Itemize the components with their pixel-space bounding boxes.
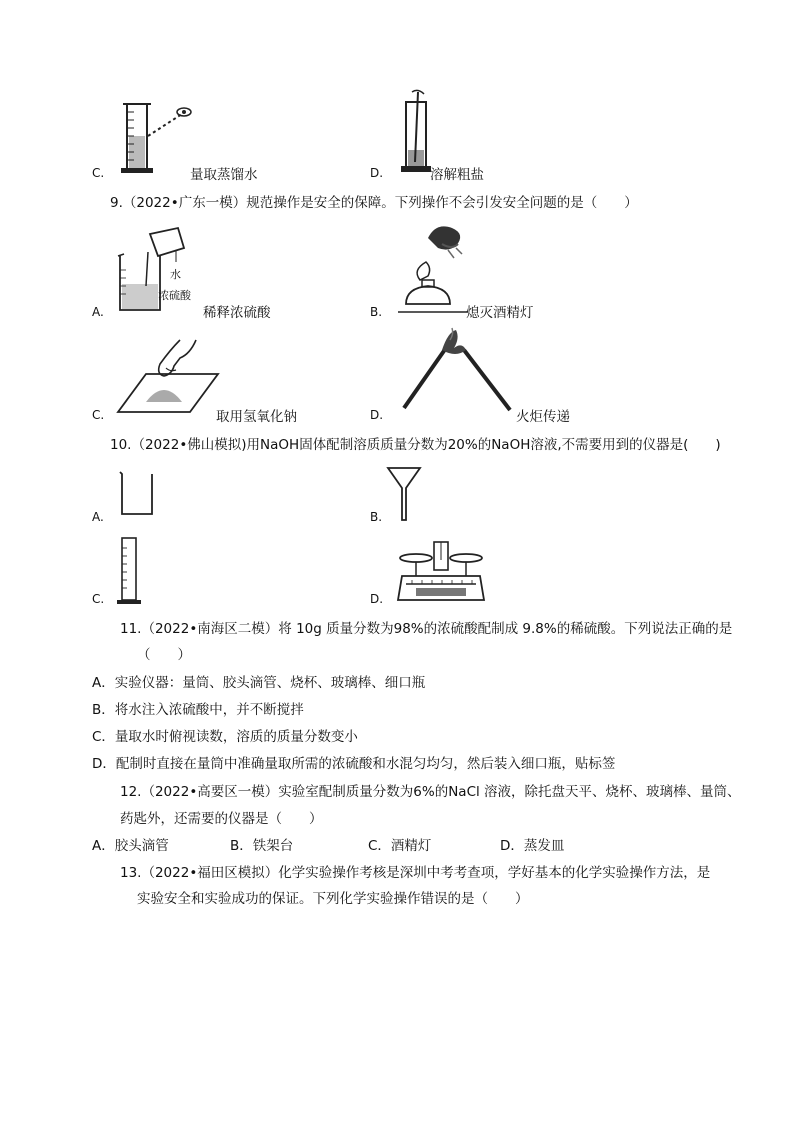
option-c-letter: C. bbox=[92, 592, 105, 606]
question-11-option-d: D．配制时直接在量筒中准确量取所需的浓硫酸和水混匀均匀，然后装入细口瓶，贴标签 bbox=[92, 756, 616, 772]
option-a-letter: A. bbox=[92, 305, 104, 319]
option-c-caption: 取用氢氧化钠 bbox=[216, 409, 297, 425]
option-a-caption: 稀释浓硫酸 bbox=[203, 305, 271, 321]
question-13-stem-line2: 实验安全和实验成功的保证。下列化学实验操作错误的是（ ） bbox=[137, 891, 529, 907]
option-b-letter: B. bbox=[370, 305, 383, 319]
question-11-stem-line2: （ ） bbox=[137, 647, 191, 663]
funnel-icon bbox=[384, 464, 424, 524]
balance-scale-icon bbox=[396, 538, 486, 608]
option-c-caption: 量取蒸馏水 bbox=[190, 167, 258, 183]
question-12-option-d: D．蒸发皿 bbox=[500, 838, 565, 854]
torch-passing-icon bbox=[398, 326, 518, 416]
option-d-caption: 溶解粗盐 bbox=[430, 167, 484, 183]
question-12-stem-line1: 12.（2022•高要区一模）实验室配制质量分数为6%的NaCl 溶液，除托盘天平、烧杯、玻璃棒、量筒、 bbox=[120, 784, 741, 800]
question-11-option-a: A．实验仪器：量筒、胶头滴管、烧杯、玻璃棒、细口瓶 bbox=[92, 675, 426, 691]
option-a-letter: A. bbox=[92, 510, 104, 524]
question-13-stem-line1: 13.（2022•福田区模拟）化学实验操作考核是深圳中考考查项，学好基本的化学实验操作方法，是 bbox=[120, 865, 711, 881]
question-11-option-b: B．将水注入浓硫酸中，并不断搅拌 bbox=[92, 702, 304, 718]
measuring-cylinder-icon bbox=[116, 534, 146, 606]
option-b-caption: 熄灭酒精灯 bbox=[466, 305, 534, 321]
question-10-stem: 10.（2022•佛山模拟)用NaOH固体配制溶质质量分数为20%的NaOH溶液,不需要用到的仪器是( ) bbox=[110, 437, 721, 453]
option-d-caption: 火炬传递 bbox=[516, 409, 570, 425]
option-c-letter: C. bbox=[92, 166, 105, 180]
label-water: 水 bbox=[170, 268, 181, 281]
question-11-option-c: C．量取水时俯视读数，溶质的质量分数变小 bbox=[92, 729, 358, 745]
beaker-icon bbox=[116, 470, 156, 520]
question-11-stem-line1: 11.（2022•南海区二模）将 10g 质量分数为98%的浓硫酸配制成 9.8%的稀硫酸。下列说法正确的是 bbox=[120, 621, 733, 637]
measuring-cylinder-reading-icon bbox=[118, 96, 198, 176]
question-9-stem: 9.（2022•广东一模）规范操作是安全的保障。下列操作不会引发安全问题的是（ ） bbox=[110, 195, 638, 211]
option-d-letter: D. bbox=[370, 592, 384, 606]
option-c-letter: C. bbox=[92, 408, 105, 422]
label-concentrated-acid: 浓硫酸 bbox=[158, 289, 191, 302]
question-12-stem-line2: 药匙外，还需要的仪器是（ ） bbox=[120, 811, 323, 827]
taking-naoh-by-hand-icon bbox=[118, 336, 218, 416]
question-12-option-b: B．铁架台 bbox=[230, 838, 294, 854]
question-12-option-c: C．酒精灯 bbox=[368, 838, 432, 854]
question-12-option-a: A．胶头滴管 bbox=[92, 838, 169, 854]
option-d-letter: D. bbox=[370, 166, 384, 180]
option-d-letter: D. bbox=[370, 408, 384, 422]
option-b-letter: B. bbox=[370, 510, 383, 524]
